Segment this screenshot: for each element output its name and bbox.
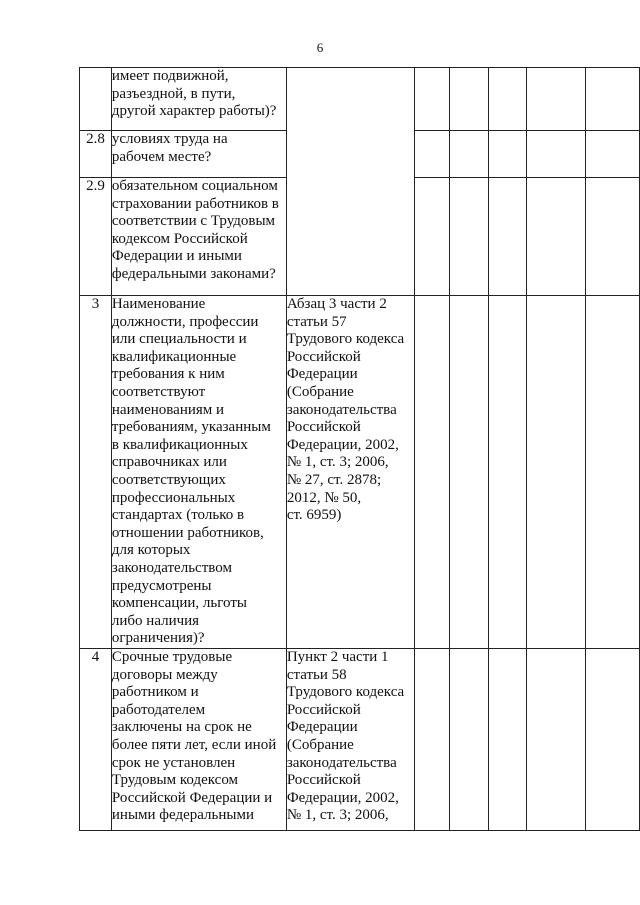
question-line: отношении работников, <box>111 524 264 541</box>
answer-no-cell[interactable] <box>450 68 489 131</box>
question-line: федеральными законами? <box>111 265 276 282</box>
question-cell <box>111 68 286 131</box>
question-line: Трудовым кодексом <box>111 772 239 789</box>
table-row <box>80 649 640 831</box>
reference-line: Трудового кодекса <box>286 684 405 701</box>
reference-line: Российской <box>286 348 361 365</box>
row-number: 2.9 <box>80 178 112 296</box>
row-number: 2.8 <box>80 131 112 178</box>
question-line: обязательном социальном <box>111 178 278 194</box>
reference-line: Трудового кодекса <box>286 331 405 348</box>
reference-line: статьи 57 <box>286 313 347 330</box>
reference-line: Федерации <box>286 719 358 736</box>
question-line: для которых <box>111 542 191 559</box>
question-cell <box>111 296 286 649</box>
question-line: условиях труда на <box>111 131 228 147</box>
question-cell <box>111 131 286 178</box>
question-line: разъездной, в пути, <box>111 85 236 102</box>
question-line: требования к ним <box>111 366 225 383</box>
answer-na-cell[interactable] <box>489 68 527 131</box>
reference-line: Российской <box>286 772 361 789</box>
question-line: иными федеральными <box>111 807 255 824</box>
answer-no-cell[interactable] <box>450 649 489 831</box>
question-line: профессиональных <box>111 489 236 506</box>
question-line: наименованиям и <box>111 401 225 418</box>
comment-cell[interactable] <box>526 68 586 131</box>
question-cell <box>111 178 286 296</box>
question-line: ограничения)? <box>111 630 205 647</box>
question-line: работником и <box>111 684 199 701</box>
question-line: договоры между <box>111 666 218 683</box>
answer-no-cell[interactable] <box>450 178 489 296</box>
question-line: соответствующих <box>111 471 226 488</box>
reference-cell <box>286 649 414 831</box>
answer-yes-cell[interactable] <box>414 649 450 831</box>
question-line: или специальности и <box>111 331 247 348</box>
comment-cell[interactable] <box>526 178 586 296</box>
reference-cell <box>286 296 414 649</box>
reference-line: (Собрание <box>286 736 354 753</box>
question-line: законодательством <box>111 559 232 576</box>
table-row <box>80 296 640 649</box>
reference-line: 2012, № 50, <box>286 489 362 506</box>
checklist-table <box>79 67 640 831</box>
reference-cell <box>286 68 414 296</box>
question-line: другой характер работы)? <box>111 103 277 120</box>
answer-yes-cell[interactable] <box>414 68 450 131</box>
question-line: Наименование <box>111 296 206 312</box>
question-line: более пяти лет, если иной <box>111 736 277 753</box>
question-line: рабочем месте? <box>111 148 212 165</box>
reference-line: законодательства <box>286 754 397 771</box>
answer-yes-cell[interactable] <box>414 178 450 296</box>
question-line: срок не установлен <box>111 754 236 771</box>
question-line: требованиям, указанным <box>111 419 271 436</box>
question-cell <box>111 649 286 831</box>
answer-no-cell[interactable] <box>450 131 489 178</box>
note-cell[interactable] <box>586 296 640 649</box>
note-cell[interactable] <box>586 649 640 831</box>
answer-yes-cell[interactable] <box>414 296 450 649</box>
question-line: заключены на срок не <box>111 719 252 736</box>
row-number: 4 <box>80 649 112 831</box>
question-line: Федерации и иными <box>111 248 242 265</box>
answer-no-cell[interactable] <box>450 296 489 649</box>
reference-line: Российской <box>286 701 361 718</box>
answer-na-cell[interactable] <box>489 649 527 831</box>
note-cell[interactable] <box>586 178 640 296</box>
page-number: 6 <box>316 40 324 55</box>
question-line: Российской Федерации и <box>111 789 273 806</box>
question-line: соответствуют <box>111 383 206 400</box>
answer-na-cell[interactable] <box>489 131 527 178</box>
question-line: стандартах (только в <box>111 507 245 524</box>
question-line: имеет подвижной, <box>111 68 229 84</box>
question-line: работодателем <box>111 701 206 718</box>
note-cell[interactable] <box>586 68 640 131</box>
question-line: либо наличия <box>111 612 200 629</box>
reference-line: Федерации, 2002, <box>286 436 399 453</box>
question-line: должности, профессии <box>111 313 259 330</box>
comment-cell[interactable] <box>526 131 586 178</box>
answer-yes-cell[interactable] <box>414 131 450 178</box>
reference-line: (Собрание <box>286 383 354 400</box>
reference-line: Федерации, 2002, <box>286 789 399 806</box>
row-number <box>80 68 112 131</box>
question-line: в квалификационных <box>111 436 248 453</box>
reference-line: № 1, ст. 3; 2006, <box>286 807 389 824</box>
reference-line: Абзац 3 части 2 <box>286 296 387 312</box>
reference-line: Российской <box>286 419 361 436</box>
reference-line: Пункт 2 части 1 <box>286 649 389 665</box>
reference-line: ст. 6959) <box>286 507 342 524</box>
question-line: квалификационные <box>111 348 237 365</box>
note-cell[interactable] <box>586 131 640 178</box>
reference-line: Федерации <box>286 366 358 383</box>
question-line: Срочные трудовые <box>111 649 233 665</box>
question-line: предусмотрены <box>111 577 212 594</box>
question-line: страховании работников в <box>111 195 279 212</box>
question-line: компенсации, льготы <box>111 595 247 612</box>
question-line: справочниках или <box>111 454 227 471</box>
comment-cell[interactable] <box>526 649 586 831</box>
reference-line: № 1, ст. 3; 2006, <box>286 454 389 471</box>
answer-na-cell[interactable] <box>489 296 527 649</box>
table-row <box>80 68 640 131</box>
row-number: 3 <box>80 296 112 649</box>
question-line: кодексом Российской <box>111 230 248 247</box>
reference-line: № 27, ст. 2878; <box>286 471 382 488</box>
answer-na-cell[interactable] <box>489 178 527 296</box>
reference-line: статьи 58 <box>286 666 347 683</box>
comment-cell[interactable] <box>526 296 586 649</box>
reference-line: законодательства <box>286 401 397 418</box>
question-line: соответствии с Трудовым <box>111 213 276 230</box>
